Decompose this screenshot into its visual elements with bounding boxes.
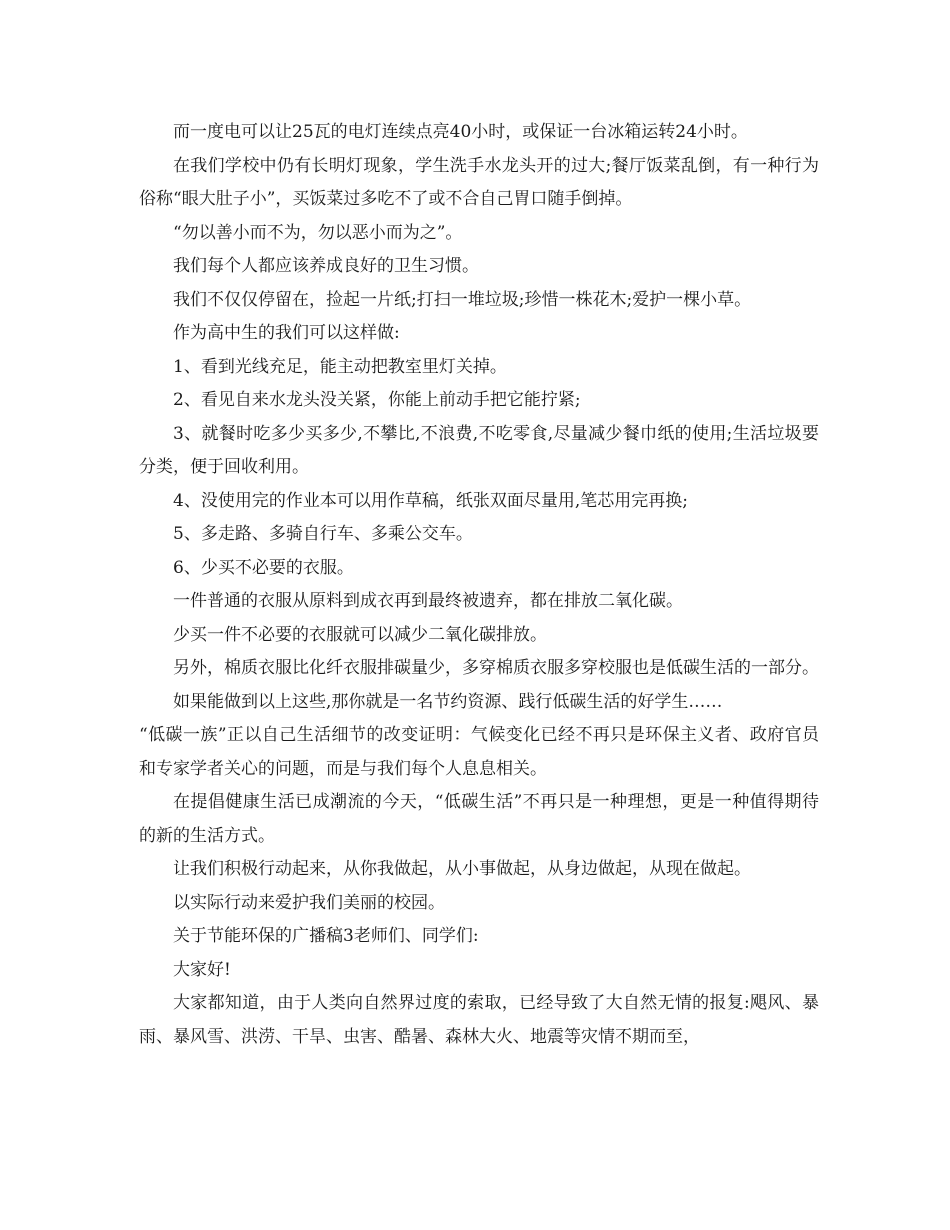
paragraph: 我们不仅仅停留在，捡起一片纸;打扫一堆垃圾;珍惜一株花木;爱护一棵小草。: [173, 289, 752, 310]
paragraph: 在我们学校中仍有长明灯现象，学生洗手水龙头开的过大;餐厅饭菜乱倒，有一种行为俗称“眼大肚子小”，买饭菜过多吃不了或不合自己胃口随手倒掉。: [139, 155, 819, 209]
list-item: 3、就餐时吃多少买多少,不攀比,不浪费,不吃零食,尽量减少餐巾纸的使用;生活垃圾要分类，便于回收利用。: [139, 423, 819, 477]
paragraph: 另外，棉质衣服比化纤衣服排碳量少，多穿棉质衣服多穿校服也是低碳生活的一部分。: [173, 658, 819, 678]
paragraph: 让我们积极行动起来，从你我做起，从小事做起，从身边做起，从现在做起。: [173, 859, 751, 879]
paragraph: 作为高中生的我们可以这样做:: [173, 323, 400, 343]
list-item: 1、看到光线充足，能主动把教室里灯关掉。: [173, 356, 507, 377]
document-body: [139, 116, 819, 1054]
list-item: 6、少买不必要的衣服。: [173, 557, 354, 578]
paragraph: 在提倡健康生活已成潮流的今天，“低碳生活”不再只是一种理想，更是一种值得期待的新的生活方式。: [139, 792, 819, 846]
paragraph: “勿以善小而不为，勿以恶小而为之”。: [173, 222, 463, 243]
paragraph: 以实际行动来爱护我们美丽的校园。: [173, 892, 445, 913]
paragraph: 少买一件不必要的衣服就可以减少二氧化碳排放。: [173, 624, 547, 645]
list-item: 4、没使用完的作业本可以用作草稿，纸张双面尽量用,笔芯用完再换;: [173, 490, 688, 511]
greeting: 大家好!: [173, 959, 231, 980]
paragraph: 一件普通的衣服从原料到成衣再到最终被遗弃，都在排放二氧化碳。: [173, 591, 683, 611]
paragraph: 而一度电可以让25瓦的电灯连续点亮40小时，或保证一台冰箱运转24小时。: [173, 122, 748, 142]
paragraph: 大家都知道，由于人类向自然界过度的索取，已经导致了大自然无情的报复:飓风、暴雨、暴风雪、洪涝、干旱、虫害、酷暑、森林大火、地震等灾情不期而至，: [139, 993, 819, 1047]
paragraph: 我们每个人都应该养成良好的卫生习惯。: [173, 256, 479, 276]
paragraph: “低碳一族”正以自己生活细节的改变证明：气候变化已经不再只是环保主义者、政府官员和专家学者关心的问题，而是与我们每个人息息相关。: [139, 725, 819, 779]
list-item: 2、看见自来水龙头没关紧，你能上前动手把它能拧紧;: [173, 390, 581, 410]
paragraph: 如果能做到以上这些,那你就是一名节约资源、践行低碳生活的好学生……: [173, 691, 723, 712]
list-item: 5、多走路、多骑自行车、多乘公交车。: [173, 524, 473, 544]
section-heading: 关于节能环保的广播稿3老师们、同学们:: [173, 926, 479, 946]
